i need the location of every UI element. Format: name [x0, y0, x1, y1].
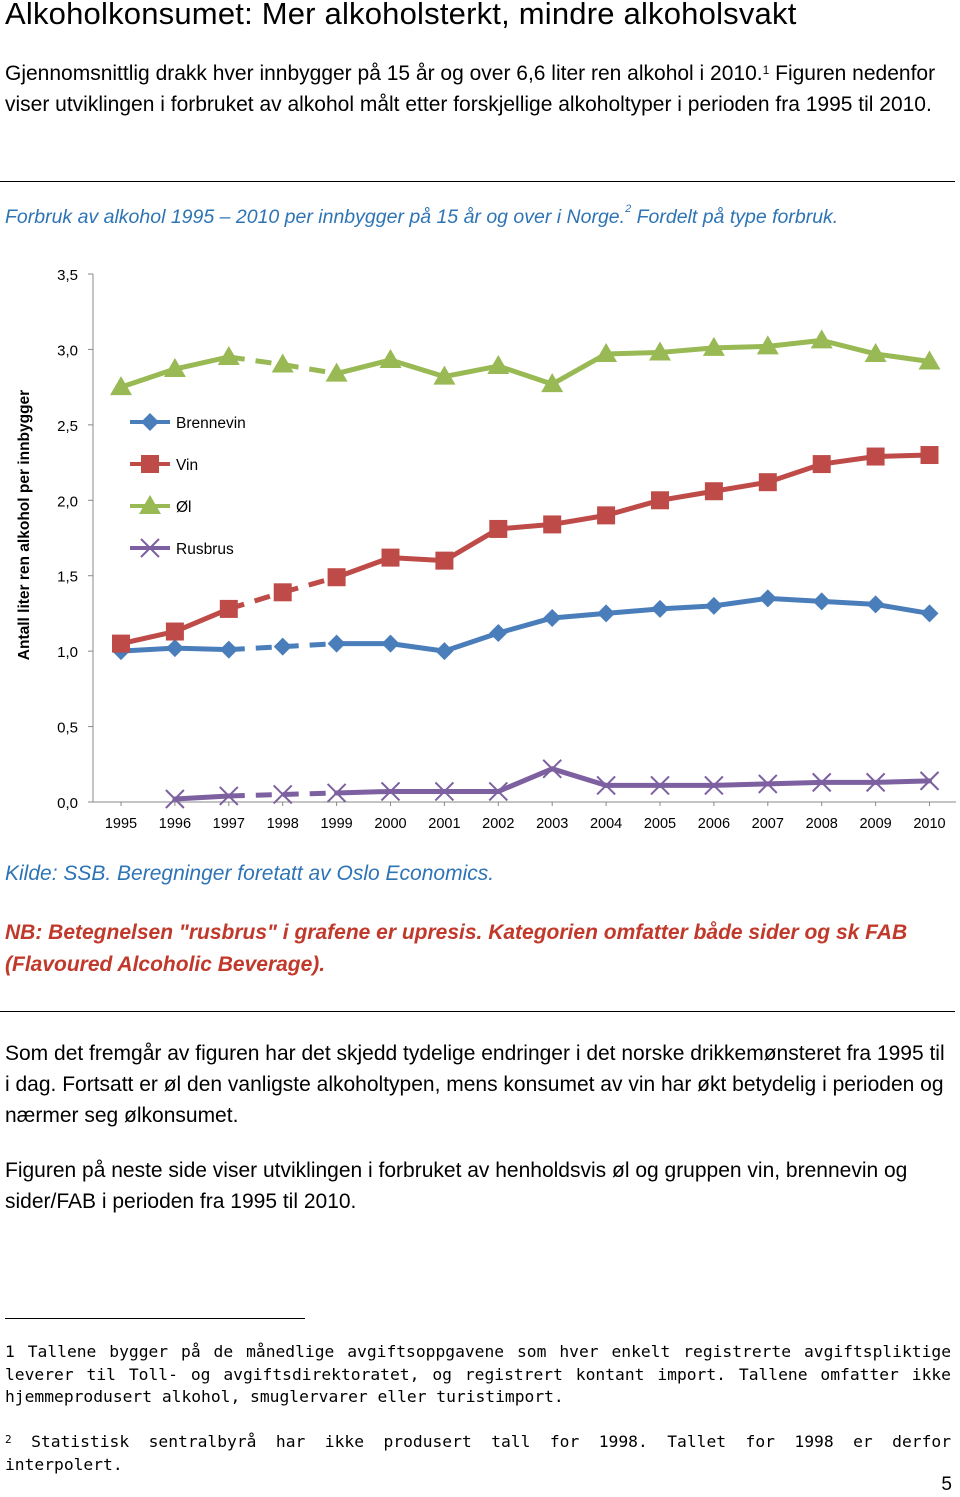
chart-series: [110, 329, 941, 808]
body-paragraph-1: Som det fremgår av figuren har det skjedd tydelige endringer i det norske drikkemønsteret fra 1995 til i dag. Fortsatt er øl den vanligste alkoholtypen, mens konsumet av vin har økt betydelig i perioden og nærmer seg ølkonsumet.: [5, 1042, 945, 1127]
legend-label: Rusbrus: [176, 541, 234, 558]
series-ol-segment: [121, 369, 175, 387]
y-tick-label: 3,5: [57, 267, 78, 284]
footnote-1-text: Tallene bygger på de månedlige avgiftsoppgavene som hver enkelt registrerte avgiftspliktige leverer til Toll- og avgiftsdirektoratet, og registrert kontant import. Tallene omfatter ikke hjemmeprodusert alkohol, smuglervarer eller turistimport.: [5, 1342, 951, 1406]
y-tick-label: 0,0: [57, 795, 78, 812]
x-tick-label: 1999: [320, 816, 353, 832]
y-axis-title: Antall liter ren alkohol per innbygger: [16, 389, 33, 661]
x-tick-label: 2007: [751, 816, 784, 832]
x-tick-label: 2010: [913, 816, 946, 832]
footnote-2-text: Statistisk sentralbyrå har ikke produsert tall for 1998. Tallet for 1998 er derfor interpolert.: [5, 1432, 951, 1474]
legend-label: Brennevin: [176, 415, 246, 432]
series-ol-segment: [714, 346, 768, 348]
x-tick-label: 2003: [536, 816, 569, 832]
y-tick-label: 1,5: [57, 568, 78, 586]
series-vin-point: [166, 623, 184, 641]
series-vin-point: [759, 473, 777, 491]
series-rusbrus-segment: [283, 793, 337, 795]
page-title: Alkoholkonsumet: Mer alkoholsterkt, mindre alkoholsvakt: [5, 0, 797, 31]
y-tick-label: 2,0: [57, 493, 78, 511]
series-rusbrus-segment: [229, 794, 283, 796]
footnote-ref-1[interactable]: 1: [762, 63, 770, 77]
series-vin-point: [328, 568, 346, 586]
series-ol-segment: [391, 360, 445, 377]
x-tick-label: 1997: [212, 816, 245, 832]
figure-caption: [5, 203, 839, 229]
series-vin-point: [435, 552, 453, 570]
series-rusbrus-segment: [175, 796, 229, 799]
y-tick-label: 3,0: [57, 342, 78, 360]
x-tick-label: 1995: [104, 816, 138, 832]
legend-swatch-marker: [141, 413, 159, 431]
footnote-ref-2[interactable]: 2: [625, 203, 632, 215]
series-brennevin-point: [651, 600, 669, 618]
series-ol-point: [218, 346, 240, 365]
series-brennevin-segment: [391, 644, 445, 652]
series-brennevin-point: [543, 609, 561, 627]
chart-legend: [130, 413, 246, 558]
series-vin-point: [543, 515, 561, 533]
y-tick-label: 1,0: [57, 644, 78, 662]
series-ol-point: [487, 355, 509, 374]
divider-middle: [0, 1011, 955, 1012]
series-vin-point: [813, 455, 831, 473]
series-ol-segment: [606, 352, 660, 354]
x-tick-label: 2004: [589, 816, 623, 832]
series-rusbrus-segment: [714, 784, 768, 786]
series-brennevin-segment: [444, 633, 498, 651]
x-tick-label: 2005: [643, 816, 677, 832]
series-brennevin-point: [921, 604, 939, 622]
x-tick-label: 1996: [158, 816, 192, 832]
series-rusbrus-segment: [337, 791, 391, 793]
series-ol: [110, 329, 941, 395]
series-rusbrus-segment: [768, 782, 822, 784]
series-vin: [112, 446, 939, 653]
series-vin-point: [489, 520, 507, 538]
series-vin-point: [220, 600, 238, 618]
series-brennevin-point: [759, 589, 777, 607]
x-tick-label: 2000: [374, 816, 407, 832]
consumption-line-chart: [0, 250, 960, 840]
x-tick-label: 2008: [805, 816, 838, 832]
series-brennevin-point: [813, 592, 831, 610]
series-ol-point: [380, 349, 402, 368]
footnote-separator: [5, 1318, 305, 1319]
x-tick-label: 2001: [428, 816, 461, 832]
x-tick-label: 2009: [859, 816, 892, 832]
series-brennevin-point: [489, 624, 507, 642]
body-paragraph-2: Figuren på neste side viser utviklingen i forbruket av henholdsvis øl og gruppen vin, brennevin og sider/FAB i perioden fra 1995 til 2010.: [5, 1159, 908, 1213]
series-brennevin-point: [328, 635, 346, 653]
intro-paragraph: [5, 58, 950, 120]
footnote-2-number: 2: [5, 1433, 12, 1446]
x-tick-label: 2006: [697, 816, 731, 832]
legend-label: Øl: [176, 499, 192, 516]
caption-text-2: Fordelt på type forbruk.: [631, 206, 839, 228]
series-brennevin-point: [705, 597, 723, 615]
legend-swatch-marker: [141, 455, 159, 473]
intro-text-2: Figuren nedenfor viser utviklingen i forbruket av alkohol målt etter forskjellige alkoholtyper i perioden fra 1995 til 2010.: [5, 62, 936, 116]
legend-item-brennevin: [130, 413, 246, 432]
nb-note: NB: Betegnelsen "rusbrus" i grafene er upresis. Kategorien omfatter både sider og sk FAB (Flavoured Alcoholic Beverage).: [5, 921, 908, 976]
y-tick-label: 0,5: [57, 719, 78, 737]
y-tick-label: 2,5: [57, 417, 78, 435]
x-tick-label: 2002: [482, 816, 515, 832]
series-rusbrus-segment: [498, 769, 552, 792]
intro-text-1: Gjennomsnittlig drakk hver innbygger på 15 år og over 6,6 liter ren alkohol i 2010.: [5, 62, 763, 85]
series-brennevin-point: [382, 635, 400, 653]
series-vin-point: [597, 506, 615, 524]
series-brennevin-point: [274, 638, 292, 656]
series-vin-point: [274, 583, 292, 601]
series-brennevin-point: [867, 595, 885, 613]
series-vin-point: [705, 482, 723, 500]
series-brennevin-point: [220, 641, 238, 659]
divider-top: [0, 181, 955, 182]
figure-source: Kilde: SSB. Beregninger foretatt av Oslo Economics.: [5, 862, 495, 885]
legend-item-ol: [130, 495, 192, 516]
caption-text-1: Forbruk av alkohol 1995 – 2010 per innbygger på 15 år og over i Norge.: [5, 206, 626, 228]
series-vin-point: [112, 635, 130, 653]
series-brennevin-point: [597, 604, 615, 622]
series-brennevin-point: [435, 642, 453, 660]
series-vin-point: [921, 446, 939, 464]
series-vin-point: [382, 549, 400, 567]
series-ol-segment: [498, 366, 552, 384]
series-ol-point: [272, 354, 294, 373]
footnote-2: [5, 1431, 951, 1476]
series-vin-point: [867, 448, 885, 466]
legend-item-vin: [130, 455, 198, 474]
series-rusbrus: [166, 760, 939, 808]
series-brennevin-segment: [876, 604, 930, 613]
series-brennevin-point: [166, 639, 184, 657]
page-number: 5: [941, 1474, 952, 1495]
series-vin-point: [651, 491, 669, 509]
series-brennevin-segment: [714, 598, 768, 606]
legend-item-rusbrus: [130, 539, 234, 558]
x-tick-label: 1998: [266, 816, 299, 832]
footnote-1: [5, 1341, 951, 1409]
legend-label: Vin: [176, 457, 199, 474]
series-brennevin-segment: [498, 618, 552, 633]
footnote-1-number: 1: [5, 1342, 15, 1361]
series-rusbrus-segment: [876, 781, 930, 783]
